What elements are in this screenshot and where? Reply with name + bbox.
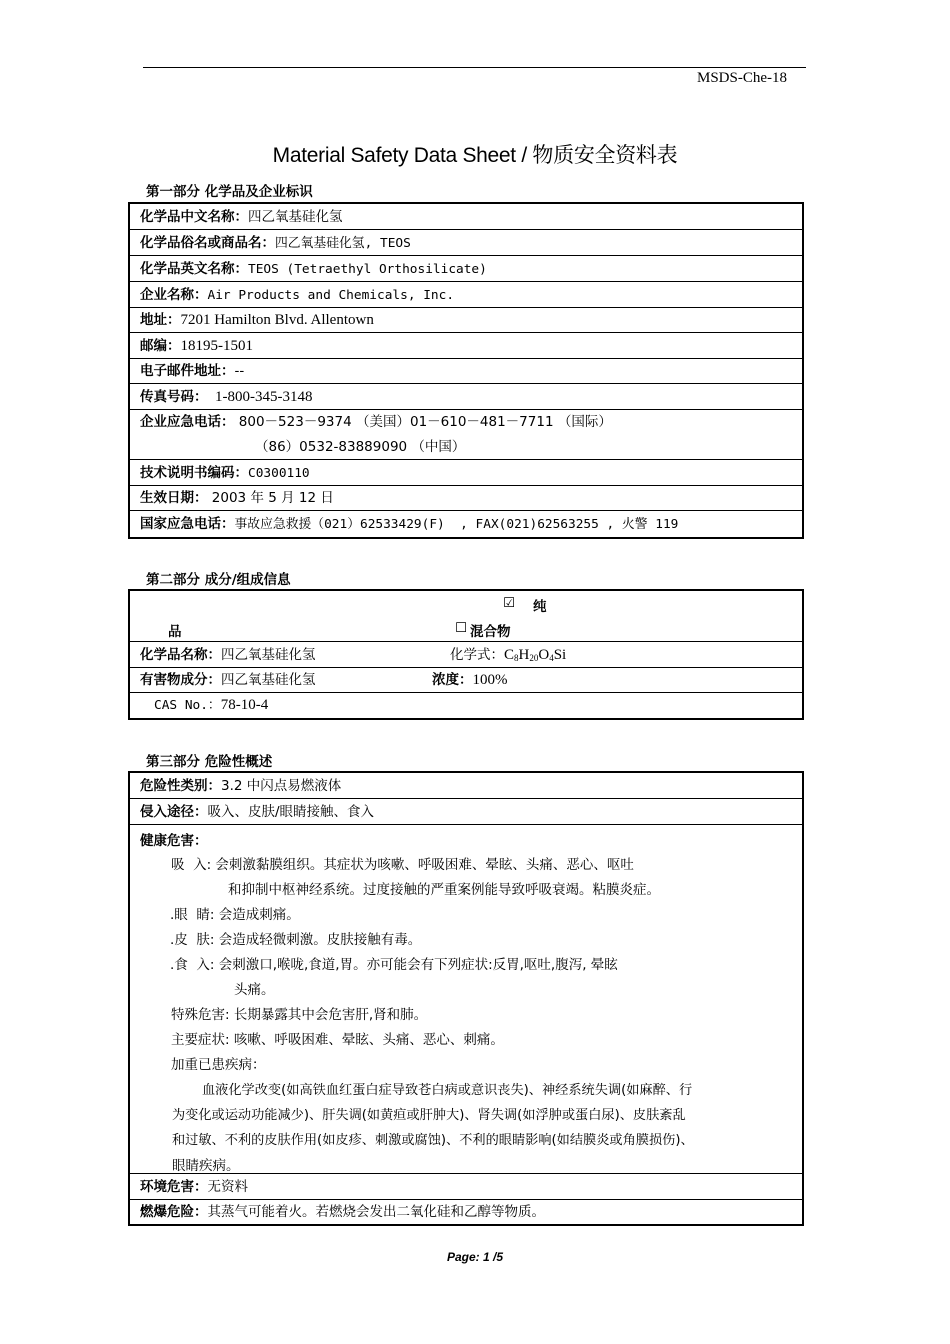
field-label: 危险性类别： — [140, 778, 221, 794]
field-label: 企业应急电话： — [140, 414, 235, 430]
field-label: 有害物成分： — [140, 672, 221, 688]
field-label: 环境危害： — [140, 1179, 208, 1195]
mixture-checkbox[interactable]: ☐ — [455, 620, 468, 636]
field-label: 传真号码： — [140, 389, 208, 405]
section-2-table — [128, 589, 804, 720]
field-value: 800－523－9374 （美国）01－610－481－7711 （国际） — [234, 414, 612, 430]
concentration-value: 100% — [472, 672, 508, 688]
field-value: TEOS (Tetraethyl Orthosilicate) — [248, 262, 487, 277]
field-value: 18195-1501 — [180, 338, 253, 354]
health-line: 为变化或运动功能减少)、肝失调(如黄疸或肝肿大)、肾失调(如浮肿或蛋白尿)、皮肤紊乱 — [172, 1108, 686, 1123]
field-value-line-2: （86）0532-83889090 （中国） — [255, 439, 466, 455]
field-label: 生效日期： — [140, 490, 208, 506]
health-line: 特殊危害: 长期暴露其中会危害肝,肾和肺。 — [171, 1007, 428, 1023]
field-value: 四乙氧基硅化氢, TEOS — [275, 236, 411, 251]
table-row — [130, 256, 802, 282]
table-row — [130, 308, 802, 333]
field-label: 技术说明书编码： — [140, 465, 248, 481]
health-label: 健康危害： — [140, 833, 208, 849]
field-value: 四乙氧基硅化氢 — [221, 647, 316, 663]
formula-value: $C_8H_{20}O_4Si$ — [504, 647, 567, 663]
health-line: 和过敏、不利的皮肤作用(如皮疹、刺激或腐蚀)、不利的眼睛影响(如结膜炎或角膜损伤)、 — [172, 1133, 694, 1148]
health-line: .眼 睛: 会造成刺痛。 — [170, 907, 300, 923]
field-label: 化学品英文名称： — [140, 261, 248, 277]
cas-value: 78-10-4 — [220, 697, 269, 713]
mixture-label: 混合物 — [470, 624, 511, 640]
health-line: 主要症状: 咳嗽、呼吸困难、晕眩、头痛、恶心、刺痛。 — [171, 1032, 504, 1048]
field-value: 7201 Hamilton Blvd. Allentown — [180, 312, 374, 328]
field-label: 侵入途径： — [140, 804, 208, 820]
table-row — [130, 204, 802, 230]
pure-label: 纯 — [533, 599, 547, 615]
table-row — [130, 460, 802, 486]
formula-label: 化学式： — [450, 647, 504, 663]
field-value: 无资料 — [207, 1179, 248, 1195]
field-label: 电子邮件地址： — [140, 363, 235, 379]
table-row — [130, 1174, 802, 1200]
table-row-type — [130, 591, 802, 642]
field-label: 化学品俗名或商品名： — [140, 235, 275, 251]
health-line: .食 入: 会刺激口,喉咙,食道,胃。亦可能会有下列症状:反胃,呕吐,腹泻, 晕眩 — [170, 957, 618, 973]
table-row — [130, 410, 802, 460]
table-row — [130, 333, 802, 359]
field-value: 四乙氧基硅化氢 — [248, 209, 343, 225]
document-code: MSDS-Che-18 — [696, 70, 787, 86]
health-line: 加重已患疾病： — [171, 1057, 266, 1073]
pure-checkbox[interactable]: ☑ — [503, 595, 516, 611]
page-title: Material Safety Data Sheet / 物质安全资料表 — [272, 144, 678, 167]
table-row — [130, 773, 802, 799]
field-label: 国家应急电话： — [140, 516, 235, 532]
section-2-heading: 第二部分 成分/组成信息 — [146, 572, 291, 588]
field-label: 化学品名称： — [140, 647, 221, 663]
table-row — [130, 799, 802, 825]
field-label: 企业名称： — [140, 287, 208, 303]
concentration — [432, 668, 508, 693]
field-value: 3.2 中闪点易燃液体 — [221, 778, 342, 794]
health-line: 头痛。 — [234, 982, 275, 998]
page-number: Page: 1 /5 — [446, 1250, 504, 1264]
field-label: 化学品中文名称： — [140, 209, 248, 225]
health-line: 和抑制中枢神经系统。过度接触的严重案例能导致呼吸衰竭。粘膜炎症。 — [228, 882, 660, 898]
concentration-label: 浓度： — [432, 672, 473, 688]
table-row — [130, 511, 802, 537]
cas-label: CAS No.： — [154, 698, 221, 713]
field-value: Air Products and Chemicals, Inc. — [207, 288, 455, 303]
health-line: 眼睛疾病。 — [172, 1158, 240, 1174]
field-label: 燃爆危险： — [140, 1204, 208, 1220]
field-value: 事故应急救援（021）62533429(F) , FAX(021)62563255 , 火警 119 — [234, 517, 679, 532]
table-row — [130, 230, 802, 256]
table-row — [130, 282, 802, 308]
field-value: 四乙氧基硅化氢 — [221, 672, 316, 688]
section-3-heading: 第三部分 危险性概述 — [146, 754, 273, 770]
table-row-health — [130, 825, 802, 1174]
table-row — [130, 642, 802, 668]
table-row — [130, 384, 802, 410]
field-value: 吸入、皮肤/眼睛接触、食入 — [207, 804, 375, 820]
health-line: .皮 肤: 会造成轻微刺激。皮肤接触有毒。 — [170, 932, 422, 948]
health-line: 吸 入: 会刺激黏膜组织。其症状为咳嗽、呼吸困难、晕眩、头痛、恶心、呕吐 — [171, 857, 634, 873]
pure-label-char: 品 — [168, 624, 182, 640]
field-value: -- — [234, 363, 245, 379]
field-label: 地址： — [140, 312, 181, 328]
table-row — [130, 693, 802, 718]
section-1-heading: 第一部分 化学品及企业标识 — [146, 184, 313, 200]
health-line: 血液化学改变(如高铁血红蛋白症导致苍白病或意识丧失)、神经系统失调(如麻醉、行 — [202, 1083, 693, 1098]
section-3-table — [128, 771, 804, 1226]
field-value: 其蒸气可能着火。若燃烧会发出二氧化硅和乙醇等物质。 — [207, 1204, 545, 1220]
field-value: 1-800-345-3148 — [207, 389, 313, 405]
table-row — [130, 1200, 802, 1224]
table-row — [130, 359, 802, 384]
field-label: 邮编： — [140, 338, 181, 354]
field-value: 2003 年 5 月 12 日 — [207, 490, 334, 506]
section-1-table — [128, 202, 804, 539]
table-row — [130, 486, 802, 511]
chemical-formula — [450, 642, 566, 668]
table-row — [130, 668, 802, 693]
header-rule — [143, 67, 806, 68]
field-value: C0300110 — [248, 466, 310, 481]
